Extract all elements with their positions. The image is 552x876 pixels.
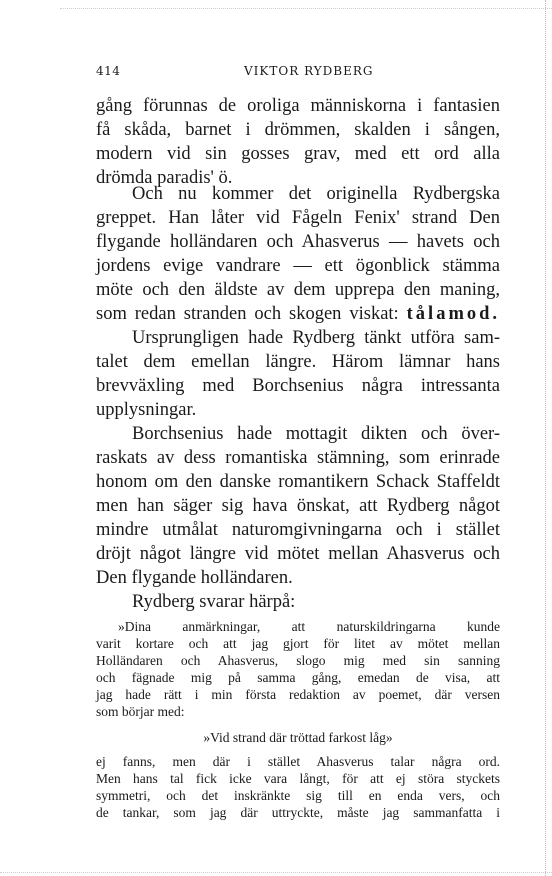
page-number: 414 [96,64,121,78]
quote-line: symmetri, och det inskränkte sig till en enda vers, och [96,788,500,803]
emphasized-word: tålamod. [406,304,501,324]
paragraph-line: talet dem emellan längre. Härom lämnar hans [96,352,500,372]
paragraph-line: brevväxling med Borchsenius några intressanta [96,376,500,396]
paragraph-line: gång förunnas de oroliga människorna i fantasien [96,96,500,116]
quote-line: som börjar med: [96,704,185,719]
paragraph-line [96,303,500,326]
paragraph-line: Borchsenius hade mottagit dikten och över- [132,424,500,444]
paragraph-line: få skåda, barnet i drömmen, skalden i sången, [96,120,500,140]
paragraph-line: jordens evige vandrare — ett ögonblick stämma [96,256,500,276]
paragraph-line: honom om den danske romantikern Schack Staffeldt [96,472,500,492]
paragraph-line: dröjt något längre vid mötet mellan Ahasverus och [96,544,500,564]
paragraph-line: greppet. Han låter vid Fågeln Fenix' strand Den [96,208,500,228]
quote-line: varit kortare och att jag gjort för litet av mötet mellan [96,636,500,651]
quote-line: ej fanns, men där i stället Ahasverus talar några ord. [96,754,500,769]
quote-line: jag hade rätt i min första redaktion av poemet, där versen [96,687,500,702]
paragraph-line: modern vid sin gosses grav, med ett ord alla [96,144,500,164]
quote-line: de tankar, som jag där uttryckte, måste jag sammanfatta i [96,805,500,820]
paragraph-line: Den flygande holländaren. [96,568,293,588]
page-edge-top [60,0,552,9]
page-edge-bottom [0,872,552,873]
page-edge-right [545,0,546,876]
quote-line: Holländaren och Ahasverus, slogo mig med sin sanning [96,653,500,668]
paragraph-line: men han säger sig hava önskat, att Rydberg något [96,496,500,516]
quoted-verse: »Vid strand där tröttad farkost låg» [203,730,393,745]
quote-line: »Dina anmärkningar, att naturskildringarna kunde [118,619,500,634]
paragraph-line: upplysningar. [96,400,197,420]
paragraph-line: raskats av dess romantiska stämning, som erinrade [96,448,500,468]
paragraph-line: Rydberg svarar härpå: [132,592,296,612]
quote-line: och fägnade mig på samma gång, emedan de visa, att [96,670,500,685]
paragraph-line: möte och den äldste av dem upprepa den maning, [96,280,500,300]
quote-line: Men hans tal fick icke vara långt, för att ej störa styckets [96,771,500,786]
paragraph-line: Ursprungligen hade Rydberg tänkt utföra sam- [132,328,500,348]
paragraph-line: Och nu kommer det originella Rydbergska [132,184,500,204]
running-head: VIKTOR RYDBERG [244,64,374,78]
paragraph-line: mindre utmålat naturomgivningarna och i stället [96,520,500,540]
paragraph-line: drömda paradis' ö. [96,168,233,188]
page-header [96,64,500,82]
paragraph-line: flygande holländaren och Ahasverus — havets och [96,232,500,252]
paragraph-line-text: som redan stranden och skogen viskat: [96,304,399,324]
